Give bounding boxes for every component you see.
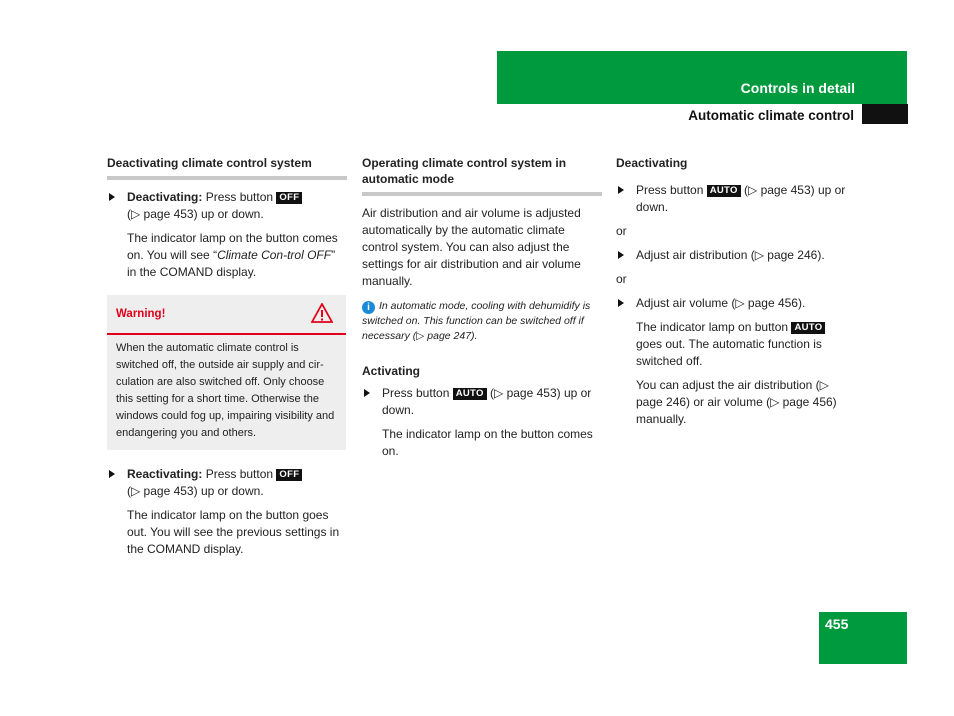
paragraph-indicator-on: The indicator lamp on the button comes on. [382,427,593,458]
paragraph-automatic: Air distribution and air volume is adjusted automatically by the automatic climate control system. You can also adjust the settings for air distribution and air volume manually. [362,206,581,288]
para-text-end: ” in the COMAND display. [127,248,336,279]
bullet-arrow-icon [109,470,115,478]
step-deactivating [107,189,347,223]
step-press-auto [616,182,851,216]
step-text-cont: (▷ page 453) up or down. [127,484,264,498]
bullet-arrow-icon [618,251,624,259]
off-button-icon: OFF [276,192,302,204]
section-title: Controls in detail [740,80,855,96]
para-text: The indicator lamp on the button comes on. You will see “ [127,231,338,262]
or-separator: or [616,272,627,286]
bullet-arrow-icon [618,186,624,194]
heading-deactivating: Deactivating [616,156,688,170]
step-text: Adjust air volume (▷ page 456). [636,296,806,310]
auto-button-icon: AUTO [791,322,825,334]
paragraph-auto-off [616,319,851,370]
step-text-cont: (▷ page 453) up or down. [127,207,264,221]
auto-button-icon: AUTO [453,388,487,400]
info-text: In automatic mode, cooling with dehumidify is switched on. This function can be switched off if necessary (▷ page 247). [362,300,591,342]
step-text: Press button [382,386,453,400]
step-label: Reactivating: [127,467,203,481]
para-text: The indicator lamp on button [636,320,792,334]
warning-text: When the automatic climate control is switched off, the outside air supply and cir-culation are also switched off. Only choose this setting for a short time. Otherwise the windows could fog up, impairing visibility and endangering you and others. [116,342,335,439]
section-header-bar [497,51,907,104]
step-text: Press button [202,467,277,481]
off-button-icon: OFF [276,469,302,481]
warning-header [107,295,346,335]
column-2 [362,155,602,467]
auto-button-icon: AUTO [707,185,741,197]
warning-triangle-icon [311,303,333,323]
display-message: Climate Con-trol OFF [217,248,332,262]
para-text-end: goes out. The automatic function is switched off. [636,337,822,368]
paragraph-manual-adjust: You can adjust the air distribution (▷ page 246) or air volume (▷ page 456) manually. [636,378,837,426]
step-reactivating [107,466,347,500]
subheading-activating: Activating [362,364,421,378]
page-number: 455 [825,616,849,632]
column-3 [616,155,851,435]
bullet-arrow-icon [618,299,624,307]
column-1 [107,155,347,565]
chapter-tab-marker [862,104,908,124]
paragraph-indicator-on [107,230,347,281]
or-separator: or [616,224,627,238]
step-adjust-distribution [616,247,851,264]
warning-label: Warning! [116,308,166,320]
step-text: Adjust air distribution (▷ page 246). [636,248,825,262]
heading-deactivating-system: Deactivating climate control system [107,155,347,180]
info-icon: i [362,301,375,314]
step-label: Deactivating: [127,190,203,204]
page-number-box [819,612,907,664]
step-text-cont: (▷ page 453) up or down. [382,386,592,417]
step-text-cont: (▷ page 453) up or down. [636,183,846,214]
step-text: Press button [636,183,707,197]
info-note [362,299,602,343]
heading-automatic-mode: Operating climate control system in automatic mode [362,155,602,196]
step-activating [362,385,602,419]
bullet-arrow-icon [109,193,115,201]
warning-box [107,295,346,450]
step-text: Press button [202,190,277,204]
bullet-arrow-icon [364,389,370,397]
subsection-title: Automatic climate control [688,108,854,123]
paragraph-indicator-off: The indicator lamp on the button goes out. You will see the previous settings in the COMAND display. [127,508,340,556]
step-adjust-volume [616,295,851,312]
